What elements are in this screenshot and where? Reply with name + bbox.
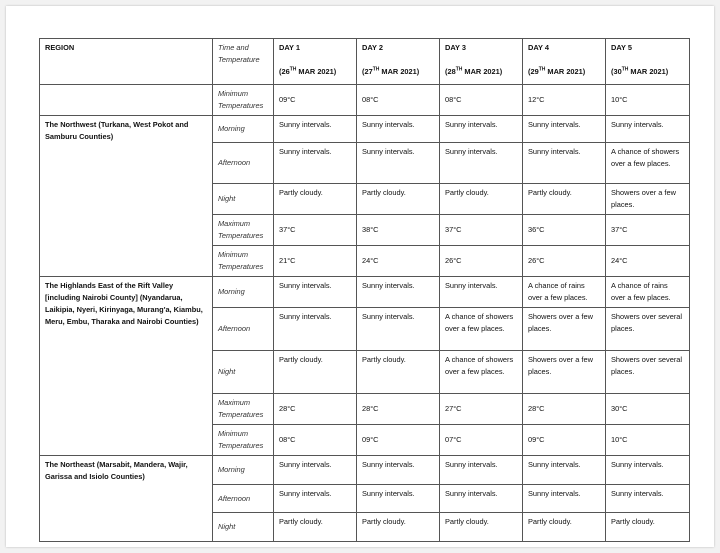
- forecast-cell: 07°C: [440, 425, 523, 456]
- forecast-cell: Sunny intervals.: [440, 143, 523, 184]
- day-label: DAY 5: [611, 43, 632, 52]
- period-cell: Maximum Temperatures: [213, 215, 274, 246]
- forecast-cell: Sunny intervals.: [523, 485, 606, 513]
- period-cell: Afternoon: [213, 308, 274, 351]
- period-cell: Afternoon: [213, 143, 274, 184]
- forecast-cell: 38°C: [357, 215, 440, 246]
- forecast-cell: 08°C: [440, 85, 523, 116]
- forecast-cell: 09°C: [274, 85, 357, 116]
- forecast-cell: Sunny intervals.: [606, 456, 690, 485]
- forecast-cell: 10°C: [606, 425, 690, 456]
- day-label: DAY 1: [279, 43, 300, 52]
- forecast-cell: 12°C: [523, 85, 606, 116]
- forecast-cell: 08°C: [274, 425, 357, 456]
- forecast-cell: Sunny intervals.: [606, 116, 690, 143]
- forecast-cell: Partly cloudy.: [606, 513, 690, 542]
- forecast-cell: Sunny intervals.: [440, 456, 523, 485]
- forecast-cell: 37°C: [274, 215, 357, 246]
- forecast-cell: A chance of showers over a few places.: [440, 308, 523, 351]
- forecast-cell: Partly cloudy.: [523, 184, 606, 215]
- header-row: [40, 39, 690, 85]
- forecast-cell: Sunny intervals.: [440, 485, 523, 513]
- forecast-cell: 10°C: [606, 85, 690, 116]
- forecast-cell: 24°C: [357, 246, 440, 277]
- forecast-cell: Sunny intervals.: [523, 456, 606, 485]
- day-date: (29TH MAR 2021): [528, 66, 586, 76]
- forecast-cell: Partly cloudy.: [357, 184, 440, 215]
- day-header: [606, 39, 690, 85]
- forecast-cell: 21°C: [274, 246, 357, 277]
- forecast-cell: Sunny intervals.: [357, 116, 440, 143]
- forecast-cell: A chance of showers over a few places.: [606, 143, 690, 184]
- day-date: (27TH MAR 2021): [362, 66, 420, 76]
- table-row: [40, 85, 690, 116]
- table-row: [40, 456, 690, 485]
- forecast-cell: Sunny intervals.: [274, 143, 357, 184]
- forecast-cell: 09°C: [357, 425, 440, 456]
- forecast-table: [39, 38, 690, 542]
- day-header: [274, 39, 357, 85]
- forecast-cell: Sunny intervals.: [523, 116, 606, 143]
- document-page: [6, 6, 714, 547]
- forecast-cell: A chance of rains over a few places.: [606, 277, 690, 308]
- day-label: DAY 3: [445, 43, 466, 52]
- region-cell: The Northwest (Turkana, West Pokot and Samburu Counties): [40, 116, 213, 277]
- table-row: [40, 116, 690, 143]
- forecast-cell: Sunny intervals.: [274, 456, 357, 485]
- period-cell: Morning: [213, 277, 274, 308]
- period-cell: Morning: [213, 456, 274, 485]
- forecast-cell: Partly cloudy.: [357, 513, 440, 542]
- forecast-cell: A chance of showers over a few places.: [440, 351, 523, 394]
- forecast-cell: 30°C: [606, 394, 690, 425]
- forecast-cell: Partly cloudy.: [440, 513, 523, 542]
- forecast-cell: 37°C: [606, 215, 690, 246]
- region-cell: The Northeast (Marsabit, Mandera, Wajir, Garissa and Isiolo Counties): [40, 456, 213, 542]
- forecast-cell: Partly cloudy.: [440, 184, 523, 215]
- forecast-cell: Partly cloudy.: [274, 184, 357, 215]
- forecast-cell: Sunny intervals.: [357, 308, 440, 351]
- forecast-cell: 09°C: [523, 425, 606, 456]
- period-cell: Afternoon: [213, 485, 274, 513]
- forecast-cell: Showers over several places.: [606, 351, 690, 394]
- forecast-cell: 26°C: [523, 246, 606, 277]
- period-cell: Night: [213, 351, 274, 394]
- forecast-cell: Showers over several places.: [606, 308, 690, 351]
- forecast-cell: 36°C: [523, 215, 606, 246]
- day-header: [440, 39, 523, 85]
- day-header: [357, 39, 440, 85]
- forecast-cell: Sunny intervals.: [274, 308, 357, 351]
- forecast-cell: Sunny intervals.: [357, 143, 440, 184]
- forecast-cell: Sunny intervals.: [523, 143, 606, 184]
- forecast-cell: 27°C: [440, 394, 523, 425]
- time-temperature-header: Time and Temperature: [213, 39, 274, 85]
- period-cell: Morning: [213, 116, 274, 143]
- forecast-cell: Sunny intervals.: [440, 116, 523, 143]
- forecast-cell: 08°C: [357, 85, 440, 116]
- forecast-cell: Showers over a few places.: [523, 351, 606, 394]
- table-row: [40, 277, 690, 308]
- forecast-cell: Sunny intervals.: [357, 485, 440, 513]
- period-cell: Night: [213, 184, 274, 215]
- forecast-cell: Sunny intervals.: [274, 485, 357, 513]
- forecast-cell: Sunny intervals.: [606, 485, 690, 513]
- period-cell: Minimum Temperatures: [213, 246, 274, 277]
- period-cell: Minimum Temperatures: [213, 85, 274, 116]
- forecast-cell: 26°C: [440, 246, 523, 277]
- forecast-cell: Sunny intervals.: [357, 456, 440, 485]
- forecast-cell: 28°C: [523, 394, 606, 425]
- day-label: DAY 2: [362, 43, 383, 52]
- forecast-cell: Sunny intervals.: [440, 277, 523, 308]
- forecast-cell: Partly cloudy.: [274, 351, 357, 394]
- day-header: [523, 39, 606, 85]
- period-cell: Maximum Temperatures: [213, 394, 274, 425]
- forecast-cell: 28°C: [357, 394, 440, 425]
- region-cell: [40, 85, 213, 116]
- region-header: REGION: [40, 39, 213, 85]
- forecast-cell: A chance of rains over a few places.: [523, 277, 606, 308]
- forecast-cell: Partly cloudy.: [357, 351, 440, 394]
- forecast-cell: 37°C: [440, 215, 523, 246]
- day-date: (30TH MAR 2021): [611, 66, 669, 76]
- forecast-cell: Partly cloudy.: [523, 513, 606, 542]
- forecast-cell: Showers over a few places.: [606, 184, 690, 215]
- period-cell: Night: [213, 513, 274, 542]
- region-cell: The Highlands East of the Rift Valley [including Nairobi County] (Nyandarua, Laikipia, Nyeri, Kirinyaga, Murang'a, Kiambu, Meru, Embu, Tharaka and Nairobi Counties): [40, 277, 213, 456]
- forecast-cell: Sunny intervals.: [357, 277, 440, 308]
- forecast-cell: 28°C: [274, 394, 357, 425]
- forecast-cell: Sunny intervals.: [274, 277, 357, 308]
- forecast-cell: Sunny intervals.: [274, 116, 357, 143]
- forecast-cell: Showers over a few places.: [523, 308, 606, 351]
- forecast-cell: Partly cloudy.: [274, 513, 357, 542]
- day-date: (26TH MAR 2021): [279, 66, 337, 76]
- day-label: DAY 4: [528, 43, 549, 52]
- day-date: (28TH MAR 2021): [445, 66, 503, 76]
- forecast-cell: 24°C: [606, 246, 690, 277]
- period-cell: Minimum Temperatures: [213, 425, 274, 456]
